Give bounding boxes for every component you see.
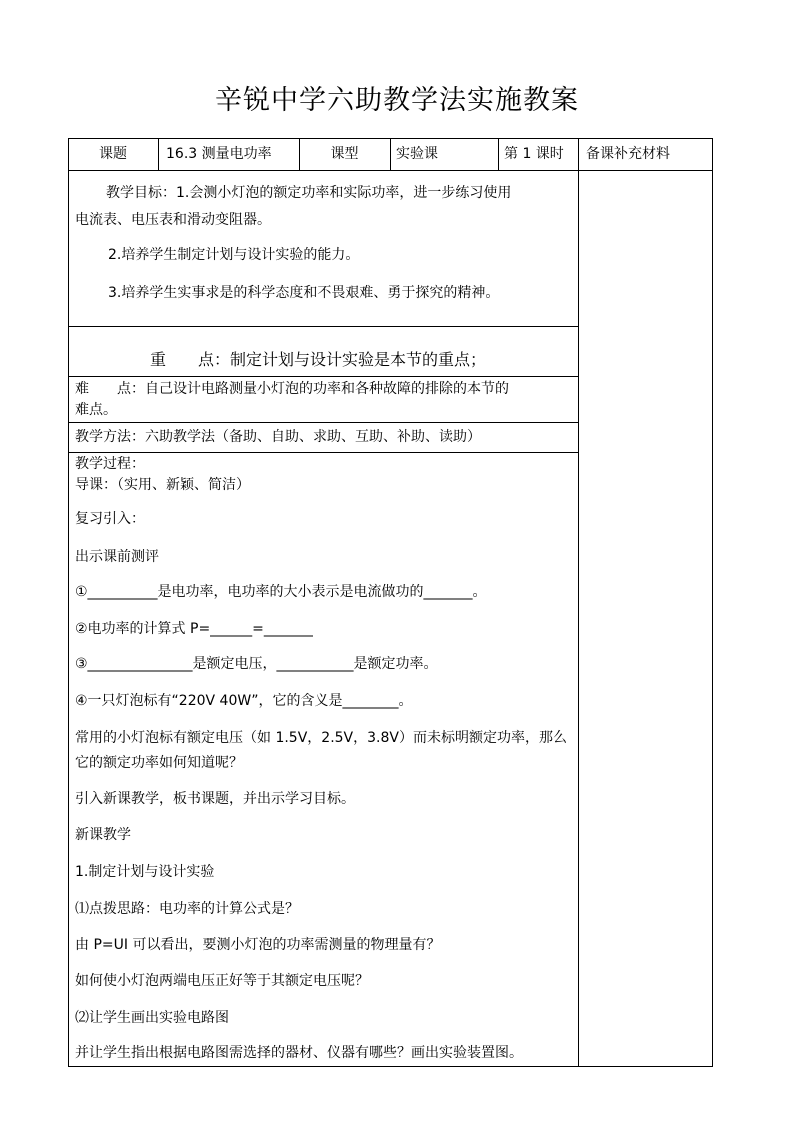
difficulty-line-2: 难点。 bbox=[75, 402, 117, 418]
objective-line-1: 教学目标：1.会测小灯泡的额定功率和实际功率，进一步练习使用 bbox=[106, 185, 512, 201]
header-col-divider bbox=[390, 138, 391, 170]
question-4: ④一只灯泡标有“220V 40W”，它的含义是________。 bbox=[75, 693, 413, 709]
objective-item-3: 3.培养学生实事求是的科学态度和不畏艰难、勇于探究的精神。 bbox=[108, 285, 500, 301]
period-value: 第 1 课时 bbox=[504, 146, 564, 162]
step-1a: ⑴点拨思路：电功率的计算公式是？ bbox=[75, 901, 299, 917]
header-col-divider bbox=[498, 138, 499, 170]
step-1c: 如何使小灯泡两端电压正好等于其额定电压呢？ bbox=[75, 973, 369, 989]
topic-label: 课题 bbox=[99, 146, 127, 162]
step-2a: 并让学生指出根据电路图需选择的器材、仪器有哪些？画出实验装置图。 bbox=[75, 1045, 523, 1061]
objective-line-2: 电流表、电压表和滑动变阻器。 bbox=[75, 212, 271, 228]
difficulty-line-1: 难 点：自己设计电路测量小灯泡的功率和各种故障的排除的本节的 bbox=[75, 381, 509, 397]
intro-line: 导课：（实用、新颖、简洁） bbox=[75, 477, 250, 493]
supplement-column-divider bbox=[578, 138, 579, 1067]
teaching-method: 教学方法：六助教学法（备助、自助、求助、互助、补助、读助） bbox=[75, 429, 481, 445]
row-divider bbox=[68, 376, 578, 377]
document-title: 辛锐中学六助教学法实施教案 bbox=[215, 85, 579, 116]
pretest-line: 出示课前测评 bbox=[75, 549, 159, 565]
key-point: 重 点：制定计划与设计实验是本节的重点； bbox=[150, 350, 487, 369]
row-divider bbox=[68, 422, 578, 423]
new-lesson-heading: 新课教学 bbox=[75, 827, 131, 843]
type-label: 课型 bbox=[330, 146, 359, 162]
new-lesson-intro: 引入新课教学，板书课题，并出示学习目标。 bbox=[75, 791, 355, 807]
header-row-divider bbox=[68, 170, 713, 171]
lamp-question-line-2: 它的额定功率如何知道呢？ bbox=[75, 755, 243, 771]
step-1b: 由 P=UI 可以看出，要测小灯泡的功率需测量的物理量有？ bbox=[75, 937, 441, 953]
question-3: ③_______________是额定电压，___________是额定功率。 bbox=[75, 656, 438, 672]
lamp-question-line-1: 常用的小灯泡标有额定电压（如 1.5V，2.5V，3.8V）而未标明额定功率，那么 bbox=[75, 730, 567, 746]
review-line: 复习引入： bbox=[75, 511, 145, 527]
process-heading: 教学过程： bbox=[75, 456, 145, 472]
header-col-divider bbox=[158, 138, 159, 170]
type-value: 实验课 bbox=[396, 146, 438, 162]
question-1: ①__________是电功率，电功率的大小表示是电流做功的_______。 bbox=[75, 584, 487, 600]
topic-value: 16.3 测量电功率 bbox=[166, 146, 272, 162]
objective-item-2: 2.培养学生制定计划与设计实验的能力。 bbox=[108, 247, 360, 263]
question-2: ②电功率的计算式 P=______=_______ bbox=[75, 621, 313, 637]
row-divider bbox=[68, 326, 578, 327]
step-1: 1.制定计划与设计实验 bbox=[75, 864, 215, 880]
step-2: ⑵让学生画出实验电路图 bbox=[75, 1010, 229, 1026]
row-divider bbox=[68, 452, 578, 453]
supplement-header: 备课补充材料 bbox=[586, 146, 670, 162]
